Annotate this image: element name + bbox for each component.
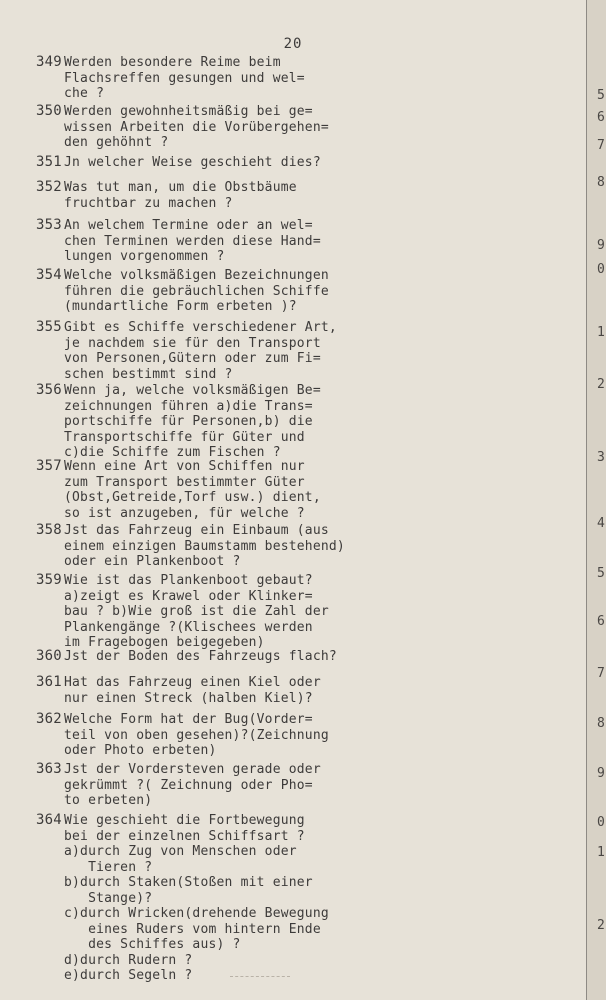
question-line: Transportschiffe für Güter und — [64, 429, 305, 445]
edge-number: 6 — [597, 110, 605, 125]
question-line: oder Photo erbeten) — [64, 743, 217, 758]
question-number: 353 — [36, 217, 62, 233]
footer-mark — [230, 976, 290, 978]
question-line: to erbeten) — [64, 793, 153, 808]
edge-number: 5 — [597, 566, 605, 581]
question-number: 358 — [36, 522, 62, 538]
question-number: 362 — [36, 711, 62, 727]
edge-number: 1 — [597, 845, 605, 860]
question-357 — [36, 459, 321, 521]
question-line: Plankengänge ?(Klischees werden — [64, 619, 313, 635]
question-350 — [36, 104, 329, 151]
question-line: Jst das Fahrzeug ein Einbaum (aus — [64, 523, 329, 538]
edge-number: 7 — [597, 666, 605, 681]
question-number: 363 — [36, 761, 62, 777]
question-line: Tieren ? — [64, 859, 153, 875]
question-line: Jst der Vordersteven gerade oder — [64, 762, 321, 777]
question-351 — [36, 155, 321, 171]
question-number: 361 — [36, 674, 62, 690]
edge-number: 9 — [597, 766, 605, 781]
question-352 — [36, 180, 297, 211]
edge-number: 2 — [597, 918, 605, 933]
question-line: gekrümmt ?( Zeichnung oder Pho= — [64, 777, 313, 793]
question-number: 360 — [36, 648, 62, 664]
next-page-edge — [586, 0, 606, 1000]
question-number: 354 — [36, 267, 62, 283]
question-line: einem einzigen Baumstamm bestehend) — [64, 538, 345, 554]
question-line: lungen vorgenommen ? — [64, 249, 225, 264]
question-354 — [36, 268, 329, 315]
question-line: oder ein Plankenboot ? — [64, 554, 241, 569]
question-361 — [36, 675, 321, 706]
question-359 — [36, 573, 329, 651]
question-line: Wie geschieht die Fortbewegung — [64, 813, 305, 828]
question-362 — [36, 712, 329, 759]
question-number: 355 — [36, 319, 62, 335]
question-360 — [36, 649, 337, 665]
question-line: den gehöhnt ? — [64, 135, 169, 150]
edge-number: 4 — [597, 516, 605, 531]
question-line: Was tut man, um die Obstbäume — [64, 180, 297, 195]
question-line: zeichnungen führen a)die Trans= — [64, 398, 313, 414]
question-line: c)durch Wricken(drehende Bewegung — [64, 906, 329, 921]
edge-number: 2 — [597, 377, 605, 392]
question-line: (Obst,Getreide,Torf usw.) dient, — [64, 490, 321, 505]
question-line: eines Ruders vom hintern Ende — [64, 921, 321, 937]
edge-number: 8 — [597, 175, 605, 190]
question-number: 350 — [36, 103, 62, 119]
question-line: so ist anzugeben, für welche ? — [64, 505, 305, 521]
edge-number: 5 — [597, 88, 605, 103]
question-356 — [36, 383, 321, 461]
question-number: 357 — [36, 458, 62, 474]
edge-number: 8 — [597, 716, 605, 731]
question-line: b)durch Staken(Stoßen mit einer — [64, 875, 313, 890]
question-line: Welche Form hat der Bug(Vorder= — [64, 712, 313, 727]
question-line: a)zeigt es Krawel oder Klinker= — [64, 588, 313, 604]
question-349 — [36, 55, 305, 102]
question-line: e)durch Segeln ? — [64, 968, 193, 983]
question-line: nur einen Streck (halben Kiel)? — [64, 690, 313, 706]
question-number: 352 — [36, 179, 62, 195]
question-line: Wenn eine Art von Schiffen nur — [64, 459, 305, 474]
question-line: (mundartliche Form erbeten )? — [64, 299, 297, 314]
question-line: Jst der Boden des Fahrzeugs flach? — [64, 649, 337, 664]
question-line: führen die gebräuchlichen Schiffe — [64, 283, 329, 299]
edge-number: 0 — [597, 262, 605, 277]
edge-number: 7 — [597, 138, 605, 153]
question-line: Werden besondere Reime beim — [64, 55, 281, 70]
edge-number: 9 — [597, 238, 605, 253]
question-line: von Personen,Gütern oder zum Fi= — [64, 351, 321, 366]
question-line: teil von oben gesehen)?(Zeichnung — [64, 727, 329, 743]
edge-number: 1 — [597, 325, 605, 340]
edge-number: 6 — [597, 614, 605, 629]
question-line: Jn welcher Weise geschieht dies? — [64, 155, 321, 170]
question-line: chen Terminen werden diese Hand= — [64, 233, 321, 249]
question-line: Gibt es Schiffe verschiedener Art, — [64, 320, 337, 335]
question-355 — [36, 320, 337, 382]
question-line: des Schiffes aus) ? — [64, 937, 241, 952]
question-line: im Fragebogen beigegeben) — [64, 635, 265, 650]
question-363 — [36, 762, 321, 809]
question-line: fruchtbar zu machen ? — [64, 195, 233, 211]
question-364 — [36, 813, 329, 984]
question-line: Flachsreffen gesungen und wel= — [64, 70, 305, 86]
question-line: Hat das Fahrzeug einen Kiel oder — [64, 675, 321, 690]
question-line: zum Transport bestimmter Güter — [64, 474, 305, 490]
question-number: 349 — [36, 54, 62, 70]
question-line: Wenn ja, welche volksmäßigen Be= — [64, 383, 321, 398]
question-353 — [36, 218, 321, 265]
question-number: 351 — [36, 154, 62, 170]
question-line: Wie ist das Plankenboot gebaut? — [64, 573, 313, 588]
question-number: 359 — [36, 572, 62, 588]
question-number: 364 — [36, 812, 62, 828]
question-line: schen bestimmt sind ? — [64, 366, 233, 382]
question-number: 356 — [36, 382, 62, 398]
question-line: An welchem Termine oder an wel= — [64, 218, 313, 233]
question-line: bau ? b)Wie groß ist die Zahl der — [64, 604, 329, 619]
question-line: bei der einzelnen Schiffsart ? — [64, 828, 305, 844]
question-line: che ? — [64, 86, 105, 101]
question-line: portschiffe für Personen,b) die — [64, 414, 313, 429]
question-line: Stange)? — [64, 890, 153, 906]
question-358 — [36, 523, 345, 570]
question-line: Werden gewohnheitsmäßig bei ge= — [64, 104, 313, 119]
question-line: a)durch Zug von Menschen oder — [64, 844, 297, 859]
edge-number: 3 — [597, 450, 605, 465]
question-line: wissen Arbeiten die Vorübergehen= — [64, 119, 329, 135]
page-number: 20 — [283, 36, 303, 52]
edge-number: 0 — [597, 815, 605, 830]
question-line: c)die Schiffe zum Fischen ? — [64, 445, 281, 460]
question-line: d)durch Rudern ? — [64, 952, 193, 968]
question-line: je nachdem sie für den Transport — [64, 335, 321, 351]
question-line: Welche volksmäßigen Bezeichnungen — [64, 268, 329, 283]
